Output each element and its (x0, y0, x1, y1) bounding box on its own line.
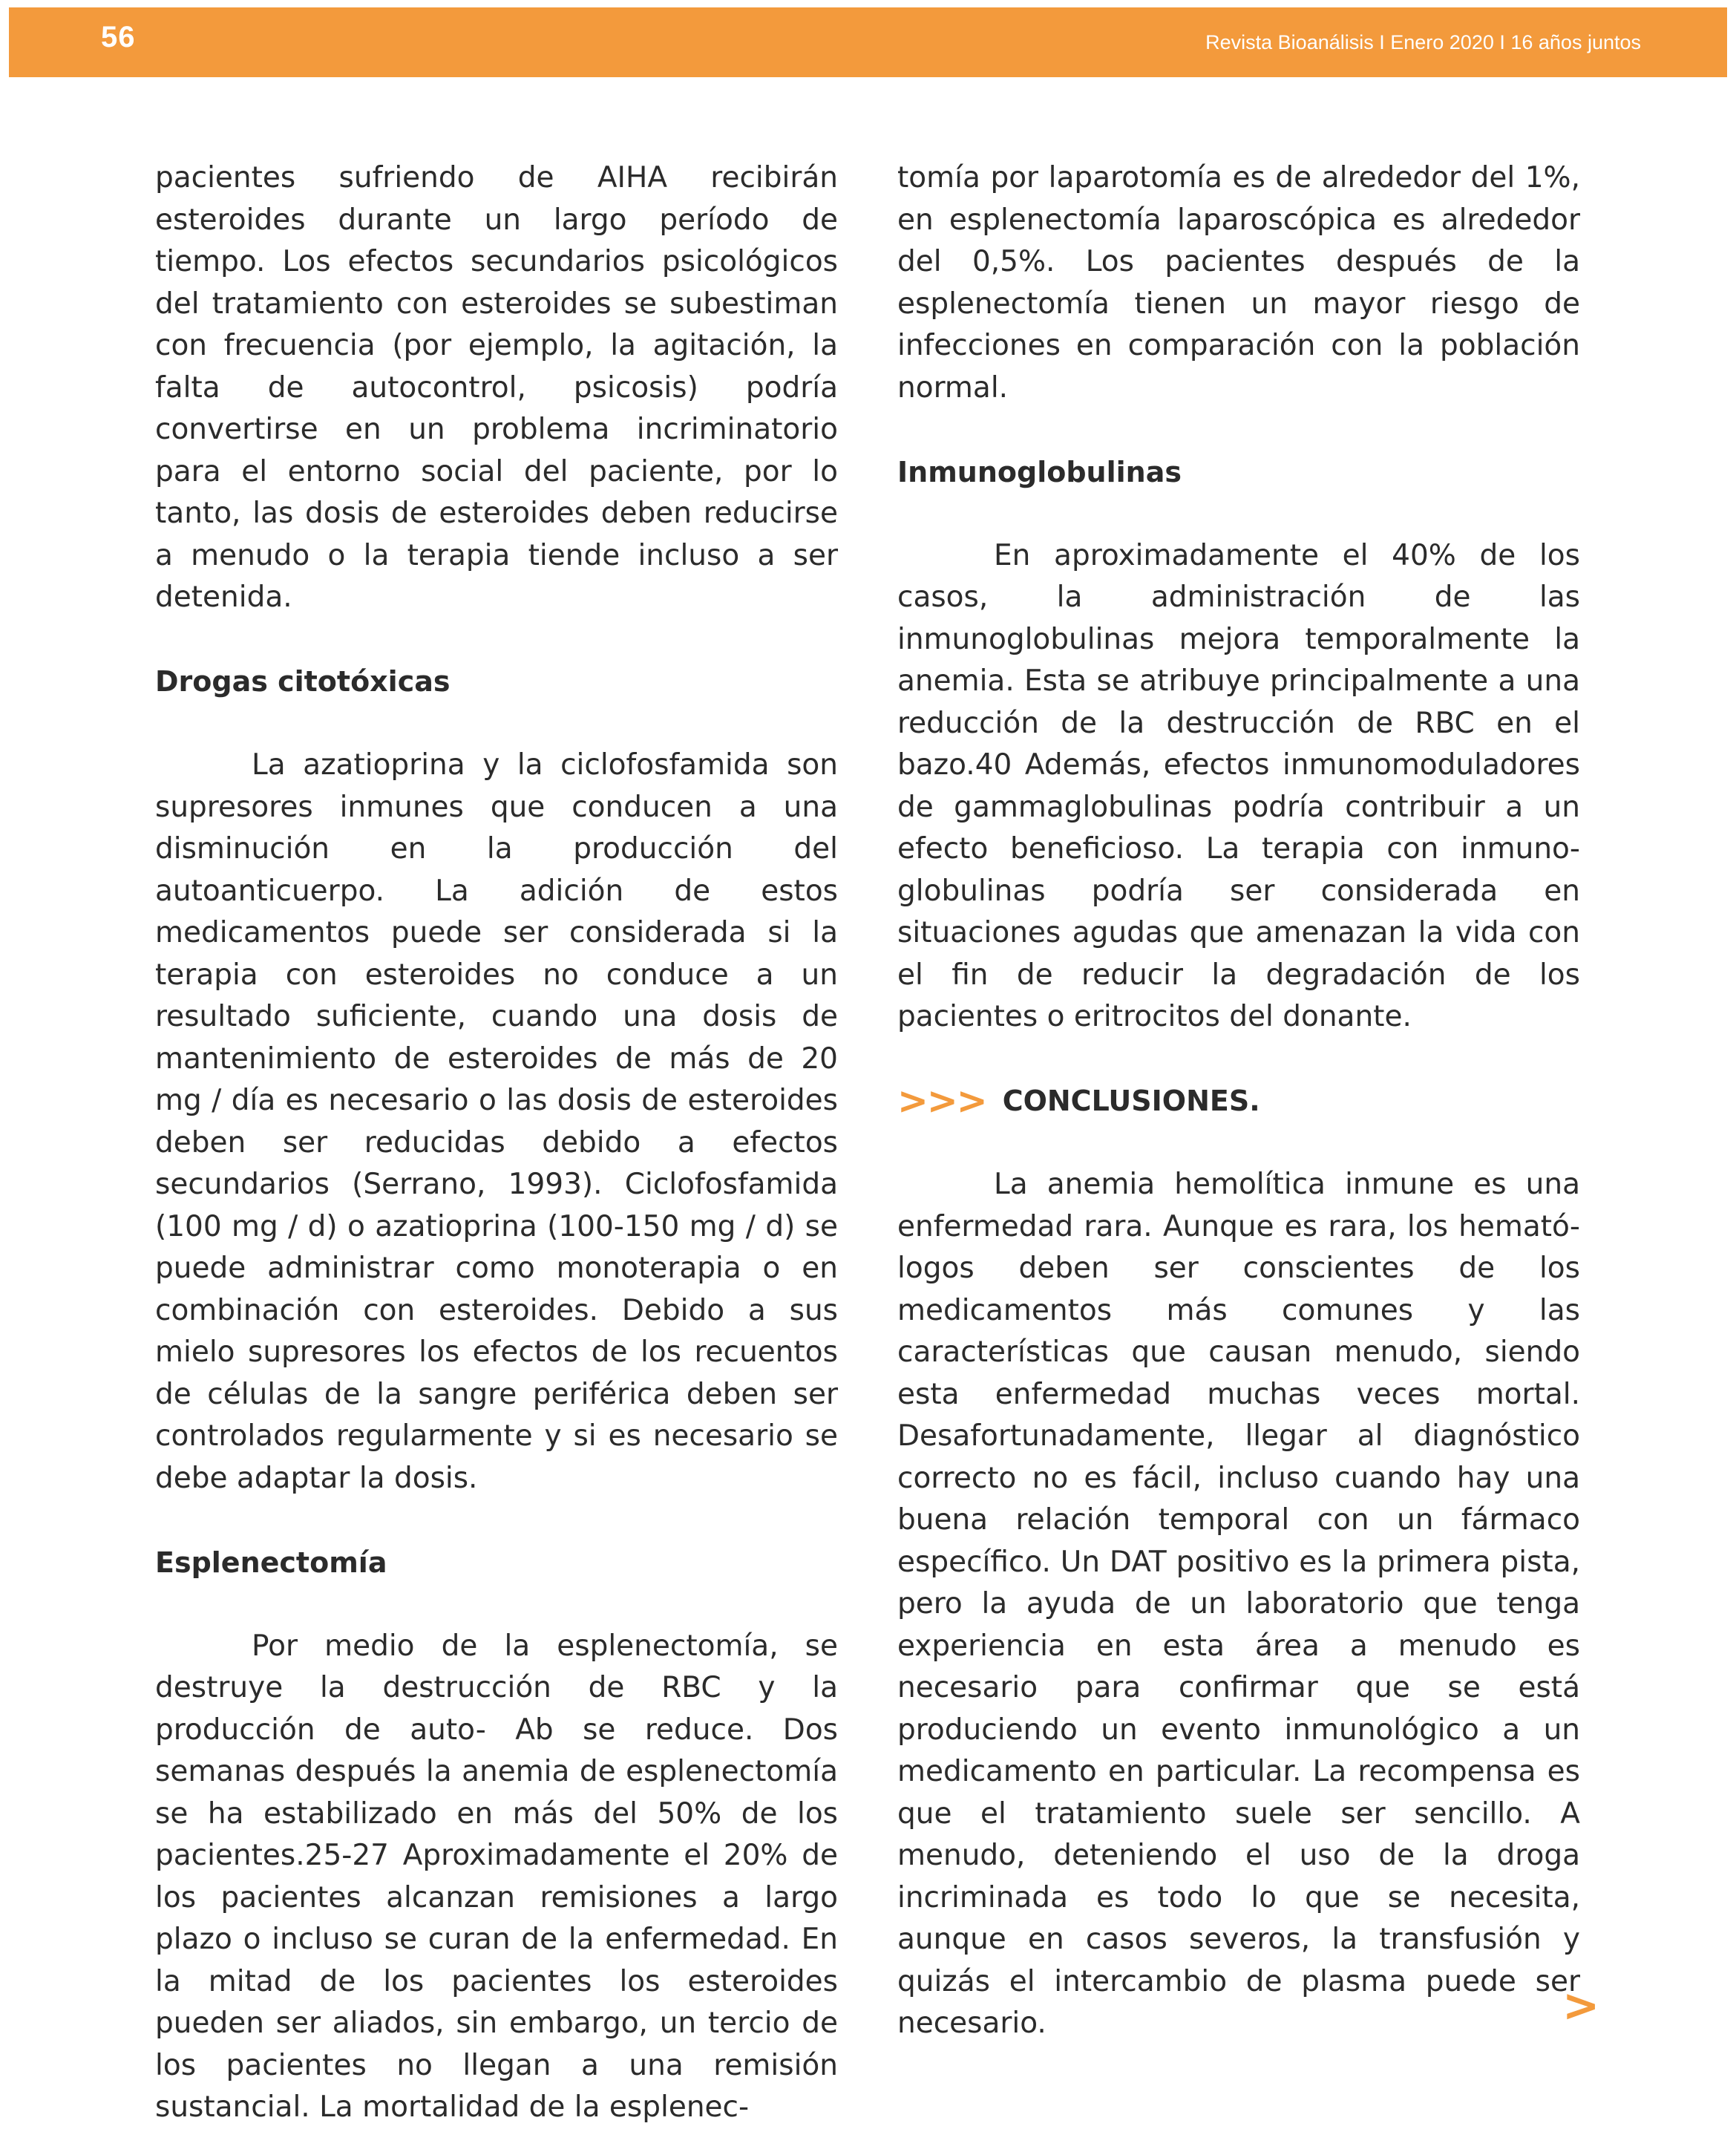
conclusions-heading-row (897, 1080, 1580, 1122)
paragraph-conclusiones: La anemia hemolítica inmune es una enfermedad rara. Aunque es rara, los hematólogos deben ser conscientes de los medicamentos más comunes y las características que causan menudo, siendo esta enfermedad muchas veces mortal. Desafortunadamente, llegar al diagnóstico correcto no es fácil, incluso cuando hay una buena relación temporal con un fármaco específico. Un DAT positivo es la primera pista, pero la ayuda de un laboratorio que tenga experiencia en esta área a menudo es necesario para confirmar que se está produciendo un evento inmunológico a un medicamento en particular. La recompensa es que el tratamiento suele ser sencillo. A menudo, deteniendo el uso de la droga incriminada es todo lo que se necesita, aunque en casos severos, la transfusión y quizás el intercambio de plasma puede ser necesario. (897, 1168, 1580, 2040)
heading-esplenectomia: Esplenectomía (155, 1546, 387, 1579)
left-column (155, 157, 838, 2129)
heading-drogas-citotoxicas: Drogas citotóxicas (155, 665, 451, 698)
heading-inmunoglobulinas: Inmunoglobulinas (897, 455, 1182, 488)
paragraph-steroids: pacientes sufriendo de AIHA recibirán esteroides durante un largo período de tiempo. Los efectos secundarios psicológicos del tratamiento con esteroides se subestiman con frecuencia (por ejemplo, la agitación, la falta de autocontrol, psicosis) podría convertirse en un problema incriminatorio para el entorno social del paciente, por lo tanto, las dosis de esteroides deben reducirse a menudo o la terapia tiende incluso a ser detenida. (155, 161, 838, 614)
page-number: 56 (101, 21, 136, 53)
paragraph-esplenectomia-cont: tomía por laparotomía es de alrededor del 1%, en esplenectomía laparoscópica es alrededor del 0,5%. Los pacientes después de la esplenectomía tienen un mayor riesgo de infecciones en comparación con la población normal. (897, 161, 1580, 405)
page-header (9, 7, 1727, 77)
right-column (897, 157, 1580, 2045)
paragraph-esplenectomia: Por medio de la esplenectomía, se destruye la destrucción de RBC y la producción de auto- Ab se reduce. Dos semanas después la anemia de esplenectomía se ha estabilizado en más del 50% de los pacientes.25-27 Aproximadamente el 20% de los pacientes alcanzan remisiones a largo plazo o incluso se curan de la enfermedad. En la mitad de los pacientes los esteroides pueden ser aliados, sin embargo, un tercio de los pacientes no llegan a una remisión sustancial. La mortalidad de la esplenec- (155, 1629, 838, 2124)
heading-conclusiones: CONCLUSIONES. (1002, 1085, 1260, 1117)
journal-title: Revista Bioanálisis I Enero 2020 I 16 años juntos (1205, 31, 1641, 53)
triple-arrow-icon: >>> (897, 1079, 986, 1122)
paragraph-drogas: La azatioprina y la ciclofosfamida son supresores inmunes que conducen a una disminución en la producción del autoanticuerpo. La adición de estos medicamentos puede ser considerada si la terapia con esteroides no conduce a un resultado suficiente, cuando una dosis de mantenimiento de esteroides de más de 20 mg / día es necesario o las dosis de esteroides deben ser reducidas debido a efectos secundarios (Serrano, 1993). Ciclofosfamida (100 mg / d) o azatioprina (100-150 mg / d) se puede administrar como monoterapia o en combinación con esteroides. Debido a sus mielo supresores los efectos de los recuentos de células de la sangre periférica deben ser controlados regularmente y si es necesario se debe adaptar la dosis. (155, 748, 838, 1495)
next-page-arrow-icon: > (1562, 1980, 1600, 2032)
paragraph-inmunoglobulinas: En aproximadamente el 40% de los casos, la administración de las inmunoglobulinas mejora temporalmente la anemia. Esta se atribuye principalmente a una reducción de la destrucción de RBC en el bazo.40 Además, efectos inmunomoduladores de gammaglobulinas podría contribuir a un efecto beneficioso. La terapia con inmunoglobulinas podría ser considerada en situaciones agudas que amenazan la vida con el fin de reducir la degradación de los pacientes o eritrocitos del donante. (897, 538, 1580, 1033)
